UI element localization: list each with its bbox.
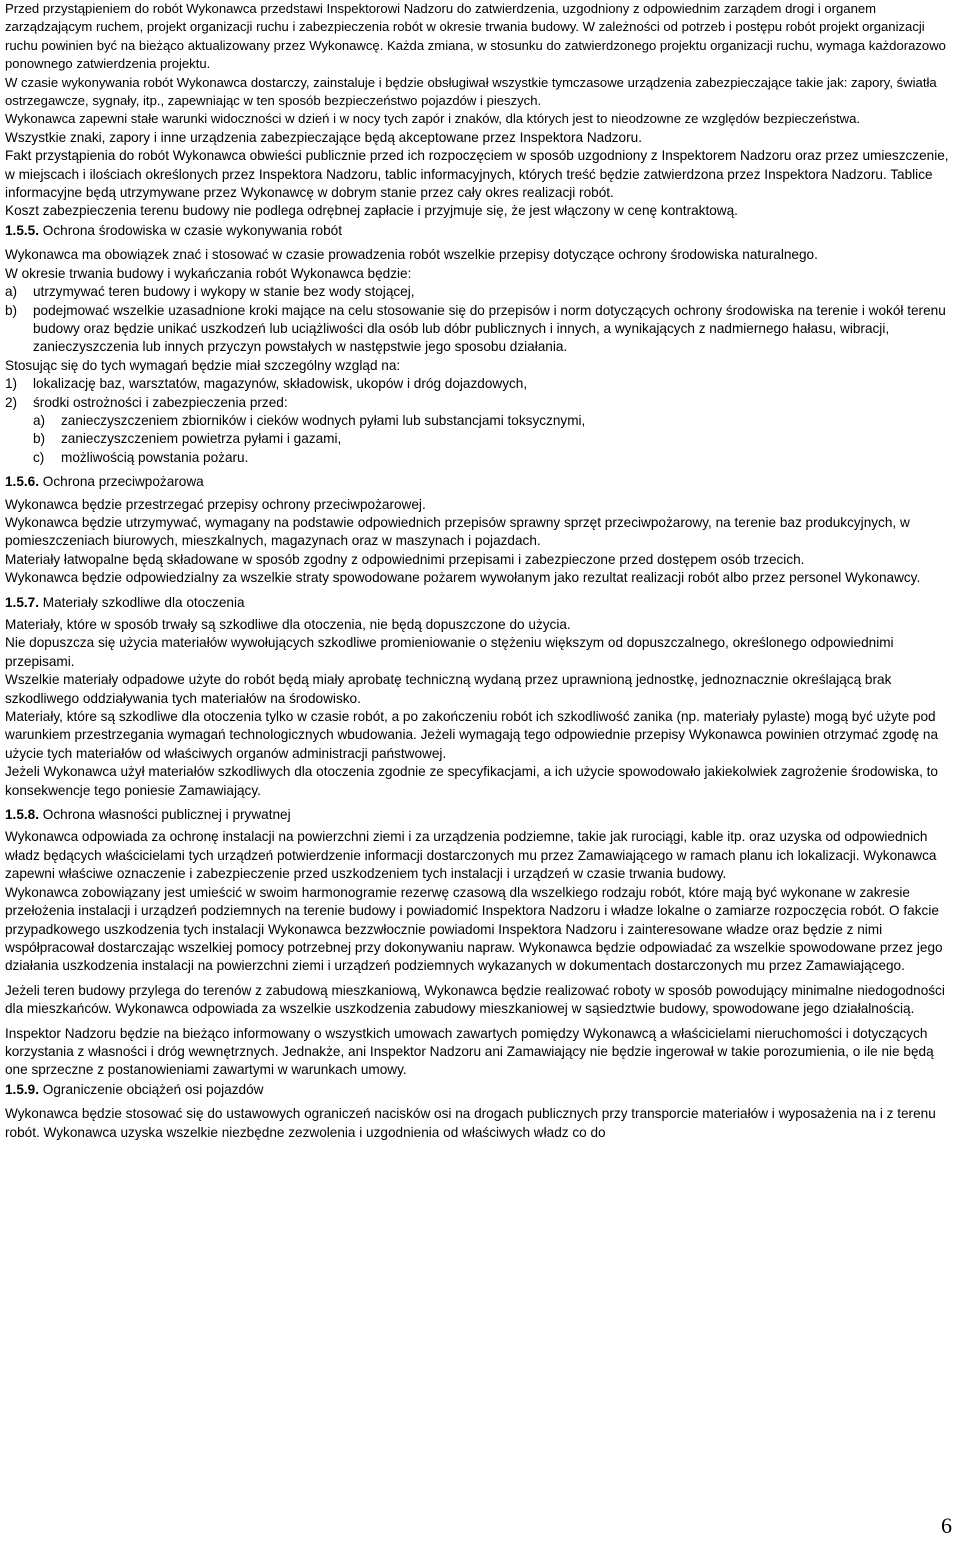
section-number: 1.5.5. [5,222,40,238]
section-number: 1.5.8. [5,807,40,823]
paragraph: Wykonawca będzie odpowiedzialny za wszelkie straty spowodowane pożarem wywołanym jako rezultat realizacji robót albo przez personel Wykonawcy. [5,570,921,586]
paragraph: Jeżeli Wykonawca użył materiałów szkodliwych dla otoczenia zgodnie ze specyfikacjami, a ich użycie spowodowało jakiekolwiek zagrożenie środowiska, to konsekwencje tego poniesie Zamawiający. [5,764,938,798]
paragraph: Przed przystąpieniem do robót Wykonawca przedstawi Inspektorowi Nadzoru do zatwierdzenia, uzgodniony z odpowiednim zarządem drogi i organem zarządzającym ruchem, projekt organizacji ruchu i zabezpieczenia robót w okresie trwania budowy. W zależności od potrzeb i postępu robót projekt organizacji ruchu powinien być na bieżąco aktualizowany przez Wykonawcę. Każda zmiana, w stosunku do zatwierdzonego projektu organizacji ruchu, wymaga każdorazowo ponownego zatwierdzenia projektu. [5,1,946,72]
list-item [5,375,957,393]
paragraph: Jeżeli teren budowy przylega do terenów z zabudową mieszkaniową, Wykonawca będzie realizować roboty w sposób powodujący minimalne niedogodności dla mieszkańców. Wykonawca odpowiada za wszelkie uszkodzenia zabudowy mieszkaniowej w sąsiedztwie budowy, spowodowane jego działalnością. [5,982,945,1017]
list-item [5,412,957,430]
section-heading [5,222,957,240]
list-marker: 1) [5,376,18,392]
paragraph: Fakt przystąpienia do robót Wykonawca obwieści publicznie przed ich rozpoczęciem w sposób uzgodniony z Inspektorem Nadzoru oraz przez umieszczenie, w miejscach i ilościach określonych przez Inspektora Nadzoru, tablic informacyjnych, których treść będzie zatwierdzona przez Inspektora Nadzoru. Tablice informacyjne będą utrzymywane przez Wykonawcę w dobrym stanie przez cały okres realizacji robót. [5,148,949,201]
paragraph: Wykonawca zobowiązany jest umieścić w swoim harmonogramie rezerwę czasową dla wszelkiego rodzaju robót, które mają być wykonane w zakresie przełożenia instalacji i urządzeń podziemnych na terenie budowy i powiadomić Inspektora Nadzoru i władze lokalne o zamiarze rozpoczęcia robót. O fakcie przypadkowego uszkodzenia tych instalacji Wykonawca bezzwłocznie powiadomi Inspektora Nadzoru i zainteresowane władze oraz będzie z nimi współpracował dostarczając wszelkiej pomocy potrzebnej przy dokonywaniu napraw. Wykonawca będzie odpowiadać za wszelkie spowodowane przez jego działania uszkodzenia instalacji na powierzchni ziemi i urządzeń podziemnych wykazanych w dokumentach dostarczonych mu przez Zamawiającego. [5,884,943,974]
page-number: 6 [941,1513,952,1538]
list-item [5,394,957,412]
section-number: 1.5.6. [5,474,40,490]
list-item [5,302,957,357]
list-item-text: środki ostrożności i zabezpieczenia przed: [33,394,288,410]
section-title: Ochrona własności publicznej i prywatnej [42,807,291,823]
list-item-text: utrzymywać teren budowy i wykopy w stanie bez wody stojącej, [33,284,415,300]
list-item [5,449,957,467]
paragraph: W czasie wykonywania robót Wykonawca dostarczy, zainstaluje i będzie obsługiwał wszystkie tymczasowe urządzenia zabezpieczające takie jak: zapory, światła ostrzegawcze, sygnały, itp., zapewniając w ten sposób bezpieczeństwo pojazdów i pieszych. [5,74,937,109]
list-item-text: podejmować wszelkie uzasadnione kroki mające na celu stosowanie się do przepisów i norm dotyczących ochrony środowiska na terenie i wokół terenu budowy oraz będzie unikać uszkodzeń lub uciążliwości dla osób lub dóbr publicznych i innych, a wynikających z nadmiernego hałasu, wibracji, zanieczyszczenia lub innych przyczyn powstałych w następstwie jego sposobu działania. [33,302,946,355]
paragraph: Stosując się do tych wymagań będzie miał szczególny wzgląd na: [5,357,401,373]
paragraph: Materiały, które w sposób trwały są szkodliwe dla otoczenia, nie będą dopuszczone do użycia. [5,617,571,632]
paragraph: Wykonawca będzie utrzymywać, wymagany na podstawie odpowiednich przepisów sprawny sprzęt przeciwpożarowy, na terenie baz produkcyjnych, w pomieszczeniach biurowych, mieszkalnych, magazynach oraz w maszynach i pojazdach. [5,514,910,549]
document-page [5,0,957,1142]
document-body [5,0,957,1142]
section-title: Materiały szkodliwe dla otoczenia [42,594,245,610]
section-heading [5,594,957,612]
list-item-text: lokalizację baz, warsztatów, magazynów, składowisk, ukopów i dróg dojazdowych, [33,376,528,392]
section-heading [5,1081,957,1099]
paragraph: Wykonawca zapewni stałe warunki widoczności w dzień i w nocy tych zapór i znaków, dla których jest to nieodzowne ze względów bezpieczeństwa. [5,111,861,127]
list-marker: a) [5,284,18,300]
list-marker: b) [5,302,18,318]
paragraph: Wykonawca będzie przestrzegać przepisy ochrony przeciwpożarowej. [5,496,426,512]
paragraph: Materiały łatwopalne będą składowane w sposób zgodny z odpowiednimi przepisami i zabezpieczone przed dostępem osób trzecich. [5,551,805,567]
paragraph: Wykonawca będzie stosować się do ustawowych ograniczeń nacisków osi na drogach publicznych przy transporcie materiałów i wyposażenia na i z terenu robót. Wykonawca uzyska wszelkie niezbędne zezwolenia i uzgodnienia od właściwych władz co do [5,1106,936,1140]
section-heading [5,806,957,824]
paragraph: Wykonawca ma obowiązek znać i stosować w czasie prowadzenia robót wszelkie przepisy dotyczące ochrony środowiska naturalnego. [5,247,818,263]
section-title: Ochrona środowiska w czasie wykonywania robót [42,222,342,238]
paragraph: Inspektor Nadzoru będzie na bieżąco informowany o wszystkich umowach zawartych pomiędzy Wykonawcą a właścicielami nieruchomości i dotyczących korzystania z własności i dróg wewnętrznych. Jednakże, ani Inspektor Nadzoru ani Zamawiający nie będzie ingerował w takie porozumienia, o ile nie będą one sprzeczne z postanowieniami zawartymi w warunkach umowy. [5,1025,934,1078]
paragraph: W okresie trwania budowy i wykańczania robót Wykonawca będzie: [5,265,412,281]
paragraph: Wszystkie znaki, zapory i inne urządzenia zabezpieczające będą akceptowane przez Inspektora Nadzoru. [5,129,642,145]
list-item [5,430,957,448]
list-marker: c) [33,449,45,465]
list-item-text: zanieczyszczeniem zbiorników i cieków wodnych pyłami lub substancjami toksycznymi, [61,412,586,428]
section-number: 1.5.9. [5,1081,40,1097]
paragraph: Koszt zabezpieczenia terenu budowy nie podlega odrębnej zapłacie i przyjmuje się, że jest włączony w cenę kontraktową. [5,203,738,219]
paragraph: Wykonawca odpowiada za ochronę instalacji na powierzchni ziemi i za urządzenia podziemne, takie jak rurociągi, kable itp. oraz uzyska od odpowiednich władz będących właścicielami tych urządzeń potwierdzenie informacji dostarczonych mu przez Zamawiającego w ramach planu ich lokalizacji. Wykonawca zapewni właściwe oznaczenie i zabezpieczenie przed uszkodzeniem tych instalacji i urządzeń w czasie trwania budowy. [5,829,937,882]
paragraph: Materiały, które są szkodliwe dla otoczenia tylko w czasie robót, a po zakończeniu robót ich szkodliwość zanika (np. materiały pylaste) mogą być użyte pod warunkiem przestrzegania wymagań technologicznych wbudowania. Jeżeli wymagają tego odpowiednie przepisy Wykonawca powinien otrzymać zgodę na użycie tych materiałów od właściwych organów administracji państwowej. [5,709,939,761]
paragraph: Wszelkie materiały odpadowe użyte do robót będą miały aprobatę techniczną wydaną przez uprawnioną jednostkę, jednoznacznie określającą brak szkodliwego oddziaływania tych materiałów na środowisko. [5,672,892,706]
section-heading [5,473,957,491]
section-title: Ograniczenie obciążeń osi pojazdów [42,1081,264,1097]
list-item-text: możliwością powstania pożaru. [61,449,249,465]
list-marker: b) [33,431,46,447]
section-number: 1.5.7. [5,594,40,610]
list-item-text: zanieczyszczeniem powietrza pyłami i gazami, [61,431,342,447]
list-item [5,283,957,301]
paragraph: Nie dopuszcza się użycia materiałów wywołujących szkodliwe promieniowanie o stężeniu większym od dopuszczalnego, określonego odpowiednimi przepisami. [5,635,894,669]
section-title: Ochrona przeciwpożarowa [42,474,204,490]
list-marker: 2) [5,394,18,410]
list-marker: a) [33,412,46,428]
